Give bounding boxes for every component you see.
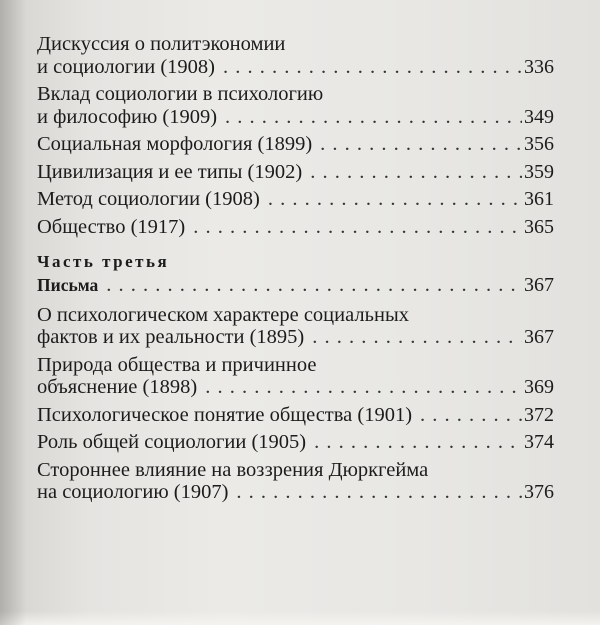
toc-entry-morphology — [37, 133, 554, 156]
toc-entry-title-line: Стороннее влияние на воззрения Дюркгейма — [37, 458, 429, 481]
dot-leader — [312, 326, 522, 349]
toc-entry-title-line: и социологии (1908) — [37, 55, 215, 78]
toc-entry-row — [37, 481, 554, 504]
toc-entry-row — [37, 188, 554, 211]
page-number: 367 — [524, 326, 554, 348]
toc-entry-title-line: Природа общества и причинное — [37, 353, 317, 376]
page-number: 374 — [524, 431, 554, 453]
toc-entry-psychological-concept — [37, 404, 554, 427]
toc-entry-title-line: и философию (1909) — [37, 105, 218, 128]
page-number: 365 — [524, 215, 554, 238]
toc-entry-politeconomy — [37, 33, 554, 78]
table-of-contents — [37, 33, 554, 509]
toc-entry-row — [37, 326, 554, 349]
dot-leader — [193, 216, 522, 239]
dot-leader — [314, 431, 522, 454]
toc-entry-nature-of-society — [37, 354, 554, 399]
page-number: 372 — [524, 403, 554, 426]
toc-entry-title-line: объяснение (1898) — [37, 376, 198, 398]
toc-entry-title: Психологическое понятие общества (1901) — [37, 403, 413, 426]
dot-leader — [225, 106, 522, 129]
page-number: 369 — [524, 376, 554, 398]
page-number: 361 — [524, 188, 554, 210]
toc-entry-title: Социальная морфология (1899) — [37, 133, 313, 155]
toc-entry-title-line: О психологическом характере социальных — [37, 303, 409, 326]
page-bottom-edge — [0, 611, 600, 625]
dot-leader — [205, 376, 522, 399]
toc-entry-title-line: Вклад социологии в психологию — [37, 83, 324, 105]
toc-entry-psychology — [37, 83, 554, 128]
dot-leader — [223, 56, 522, 79]
toc-entry-title: Общество (1917) — [37, 215, 186, 238]
dot-leader — [106, 274, 522, 297]
section-title: Письма — [37, 275, 99, 295]
toc-entry-social-facts — [37, 304, 554, 349]
toc-entry-title: Метод социологии (1908) — [37, 188, 260, 210]
dot-leader — [320, 133, 522, 156]
page-number: 359 — [524, 160, 554, 183]
toc-entry-method — [37, 188, 554, 211]
toc-entry-row — [37, 56, 554, 79]
part-heading: Часть третья — [37, 252, 170, 271]
toc-entry-row — [37, 161, 554, 184]
toc-entry-row — [37, 431, 554, 454]
toc-entry-row — [37, 106, 554, 129]
toc-entry-title-line: на социологию (1907) — [37, 481, 229, 503]
page-number: 356 — [524, 133, 554, 155]
toc-entry-title: Роль общей социологии (1905) — [37, 431, 307, 453]
toc-entry-civilization — [37, 161, 554, 184]
toc-entry-row — [37, 216, 554, 239]
dot-leader — [268, 188, 522, 211]
toc-entry-title: Цивилизация и ее типы (1902) — [37, 160, 303, 183]
dot-leader — [420, 404, 522, 427]
toc-entry-row — [37, 274, 554, 297]
toc-entry-title-line: фактов и их реальности (1895) — [37, 326, 305, 348]
toc-entry-general-sociology — [37, 431, 554, 454]
toc-entry-row — [37, 376, 554, 399]
page-number: 336 — [524, 55, 554, 78]
page-number: 376 — [524, 481, 554, 503]
toc-entry-durkheim — [37, 459, 554, 504]
page-number: 367 — [524, 274, 554, 296]
toc-entry-row — [37, 133, 554, 156]
toc-entry-row — [37, 404, 554, 427]
page-number: 349 — [524, 105, 554, 128]
dot-leader — [310, 161, 522, 184]
toc-entry-society — [37, 216, 554, 239]
dot-leader — [236, 481, 522, 504]
toc-entry-title-line: Дискуссия о политэкономии — [37, 33, 286, 55]
toc-section-letters — [37, 274, 554, 297]
